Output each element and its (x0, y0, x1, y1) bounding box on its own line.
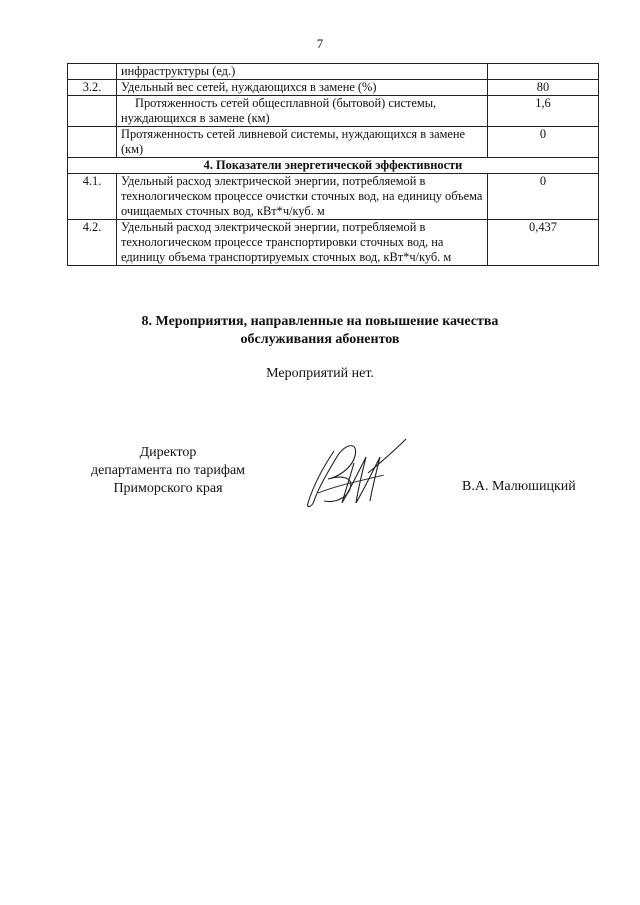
section-title (0, 313, 640, 349)
row-number (68, 127, 117, 158)
table-section-row (68, 158, 599, 174)
indicators-table (67, 63, 599, 266)
section-title-line: 8. Мероприятия, направленные на повышение качества (141, 314, 499, 329)
row-value: 0,437 (488, 220, 599, 266)
signer-name: В.А. Малюшицкий (462, 479, 576, 494)
row-value: 0 (488, 127, 599, 158)
row-name: Протяженность сетей общесплавной (бытовой) системы, нуждающихся в замене (км) (117, 96, 488, 127)
row-number: 4.2. (68, 220, 117, 266)
row-name: Удельный расход электрической энергии, потребляемой в технологическом процессе очистки сточных вод, на единицу объема очищаемых сточных вод, кВт*ч/куб. м (117, 174, 488, 220)
signer-position-line: Директор (139, 445, 197, 460)
row-value: 0 (488, 174, 599, 220)
row-name: Удельный вес сетей, нуждающихся в замене (%) (117, 80, 488, 96)
row-value: 80 (488, 80, 599, 96)
row-number: 4.1. (68, 174, 117, 220)
signer-position-line: департамента по тарифам (90, 463, 246, 478)
row-number (68, 96, 117, 127)
section-title-line: обслуживания абонентов (240, 332, 400, 347)
section-body: Мероприятий нет. (266, 366, 374, 381)
row-value (488, 64, 599, 80)
row-name: инфраструктуры (ед.) (117, 64, 488, 80)
table-row (68, 174, 599, 220)
table-row (68, 96, 599, 127)
table-row (68, 80, 599, 96)
signer-position (60, 444, 276, 498)
row-number: 3.2. (68, 80, 117, 96)
row-name: Протяженность сетей ливневой системы, нуждающихся в замене (км) (117, 127, 488, 158)
page-number: 7 (316, 36, 324, 51)
row-name: Удельный расход электрической энергии, потребляемой в технологическом процессе транспортировки сточных вод, на единицу объема транспортируемых сточных вод, кВт*ч/куб. м (117, 220, 488, 266)
row-value: 1,6 (488, 96, 599, 127)
table-row (68, 64, 599, 80)
table-row (68, 127, 599, 158)
handwritten-signature (298, 433, 416, 513)
table-row (68, 220, 599, 266)
signer-position-line: Приморского края (113, 481, 223, 496)
section-heading: 4. Показатели энергетической эффективности (68, 158, 599, 174)
row-number (68, 64, 117, 80)
